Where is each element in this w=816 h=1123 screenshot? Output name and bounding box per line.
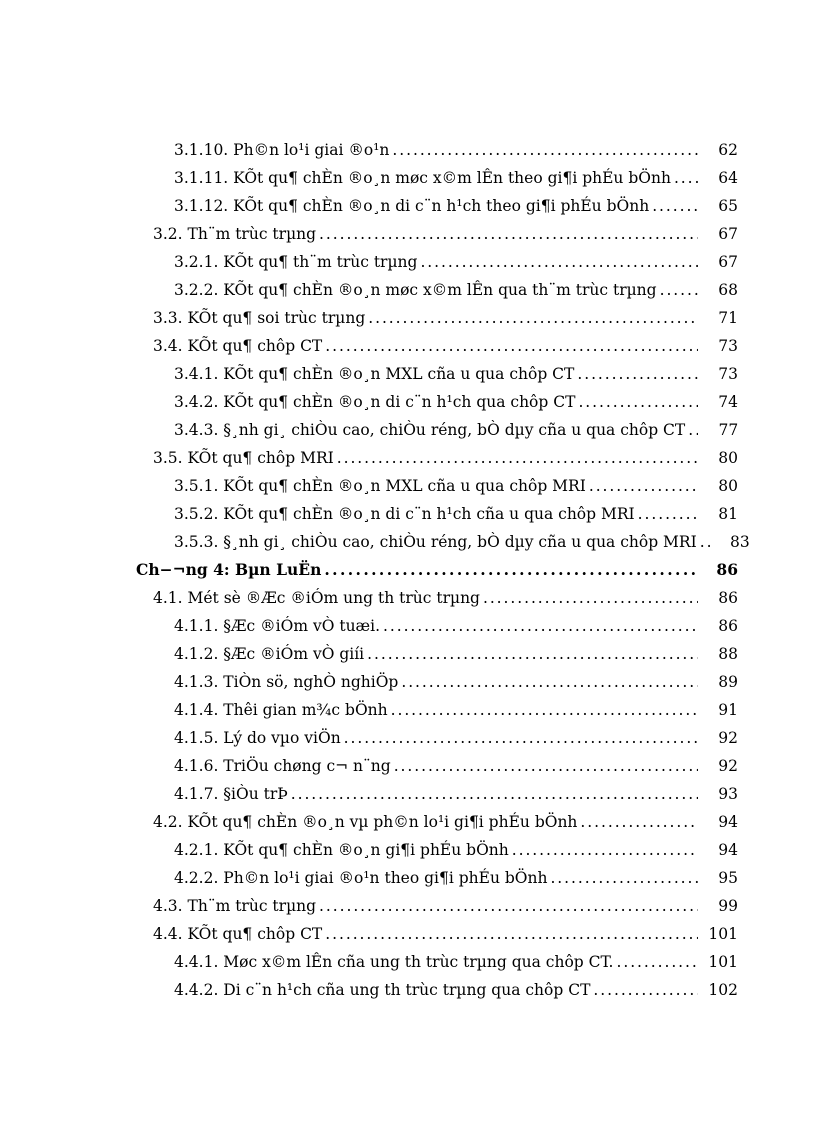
toc-dot-leader [578,393,698,411]
toc-entry-label: 4.1.7. §iÒu trÞ [174,785,288,803]
toc-dot-leader [337,449,698,467]
toc-subsection-entry[interactable] [0,243,816,271]
toc-subsection-entry[interactable] [0,383,816,411]
toc-dot-leader [391,701,698,719]
toc-entry-page-number: 73 [718,337,738,355]
toc-dot-leader [580,813,698,831]
toc-entry-page-number: 74 [718,393,738,411]
toc-entry-label: 4.4. KÕt qu¶ chôp CT [153,925,323,943]
toc-entry-page-number: 83 [730,533,750,551]
toc-subsection-entry[interactable] [0,971,816,999]
toc-subsection-entry[interactable] [0,831,816,859]
toc-entry-page-number: 94 [718,813,738,831]
toc-entry-label: 4.1. Mét sè ®Æc ®iÓm ung th trùc trµng [153,589,480,607]
toc-entry-label: 3.1.11. KÕt qu¶ chÈn ®o¸n møc x©m lÊn theo gi¶i phÉu bÖnh [174,169,671,187]
toc-entry-page-number: 68 [718,281,738,299]
toc-entry-page-number: 92 [718,729,738,747]
toc-dot-leader [638,505,698,523]
toc-dot-leader [291,785,698,803]
toc-subsection-entry[interactable] [0,663,816,691]
toc-entry-page-number: 93 [718,785,738,803]
toc-section-entry[interactable] [0,915,816,943]
toc-dot-leader [589,477,698,495]
toc-subsection-entry[interactable] [0,859,816,887]
toc-section-entry[interactable] [0,327,816,355]
toc-entry-page-number: 71 [718,309,738,327]
toc-section-entry[interactable] [0,887,816,915]
toc-entry-page-number: 67 [718,225,738,243]
toc-subsection-entry[interactable] [0,775,816,803]
toc-entry-label: 3.5.1. KÕt qu¶ chÈn ®o¸n MXL cña u qua chôp MRI [174,477,586,495]
toc-entry-label: 4.1.5. Lý do vµo viÖn [174,729,341,747]
toc-entry-label: 3.4.3. §¸nh gi¸ chiÒu cao, chiÒu réng, bÒ dµy cña u qua chôp CT [174,421,686,439]
table-of-contents [0,131,816,999]
toc-dot-leader [383,617,698,635]
toc-entry-page-number: 81 [718,505,738,523]
toc-dot-leader [577,365,698,383]
toc-entry-page-number: 65 [718,197,738,215]
toc-entry-label: 3.1.10. Ph©n lo¹i giai ®o¹n [174,141,390,159]
toc-entry-page-number: 102 [708,981,738,999]
toc-subsection-entry[interactable] [0,495,816,523]
toc-section-entry[interactable] [0,299,816,327]
toc-subsection-entry[interactable] [0,271,816,299]
toc-dot-leader [660,281,698,299]
toc-dot-leader [325,337,698,355]
toc-section-entry[interactable] [0,579,816,607]
toc-entry-page-number: 80 [718,477,738,495]
toc-entry-label: 4.4.2. Di c¨n h¹ch cña ung th trùc trµng qua chôp CT [174,981,591,999]
toc-subsection-entry[interactable] [0,523,816,551]
toc-subsection-entry[interactable] [0,691,816,719]
toc-dot-leader [483,589,698,607]
toc-entry-label: 3.3. KÕt qu¶ soi trùc trµng [153,309,366,327]
toc-entry-page-number: 92 [718,757,738,775]
toc-entry-page-number: 89 [718,673,738,691]
toc-entry-label: 4.2.1. KÕt qu¶ chÈn ®o¸n gi¶i phÉu bÖnh [174,841,509,859]
toc-dot-leader [325,925,698,943]
toc-entry-page-number: 62 [718,141,738,159]
toc-subsection-entry[interactable] [0,635,816,663]
toc-dot-leader [688,421,698,439]
toc-entry-page-number: 86 [718,589,738,607]
toc-dot-leader [420,253,698,271]
toc-entry-label: 3.5.3. §¸nh gi¸ chiÒu cao, chiÒu réng, bÒ dµy cña u qua chôp MRI [174,533,697,551]
toc-chapter-entry[interactable] [0,551,816,579]
toc-entry-page-number: 67 [718,253,738,271]
toc-subsection-entry[interactable] [0,747,816,775]
toc-subsection-entry[interactable] [0,131,816,159]
toc-dot-leader [392,141,698,159]
toc-section-entry[interactable] [0,803,816,831]
toc-dot-leader [401,673,698,691]
toc-entry-label: 4.3. Th¨m trùc trµng [153,897,317,915]
toc-dot-leader [512,841,698,859]
toc-dot-leader [652,197,698,215]
toc-entry-label: 4.1.4. Thêi gian m¾c bÖnh [174,701,388,719]
toc-entry-label: 4.2. KÕt qu¶ chÈn ®o¸n vµ ph©n lo¹i gi¶i phÉu bÖnh [153,813,578,831]
toc-entry-page-number: 86 [718,617,738,635]
toc-entry-label: 3.2.2. KÕt qu¶ chÈn ®o¸n møc x©m lÊn qua th¨m trùc trµng [174,281,657,299]
toc-entry-label: 3.4.2. KÕt qu¶ chÈn ®o¸n di c¨n h¹ch qua chôp CT [174,393,576,411]
toc-entry-page-number: 77 [718,421,739,439]
toc-dot-leader [367,645,698,663]
toc-entry-page-number: 73 [718,365,738,383]
toc-entry-page-number: 95 [718,869,738,887]
toc-subsection-entry[interactable] [0,943,816,971]
toc-subsection-entry[interactable] [0,719,816,747]
toc-subsection-entry[interactable] [0,411,816,439]
toc-entry-page-number: 86 [716,560,738,579]
toc-dot-leader [319,897,698,915]
toc-dot-leader [700,533,710,551]
toc-entry-label: 4.1.2. §Æc ®iÓm vÒ giíi [174,645,365,663]
toc-subsection-entry[interactable] [0,355,816,383]
toc-dot-leader [550,869,698,887]
toc-section-entry[interactable] [0,439,816,467]
toc-entry-page-number: 101 [708,953,738,971]
toc-entry-label: 4.1.1. §Æc ®iÓm vÒ tuæi. [174,617,381,635]
toc-entry-page-number: 88 [718,645,738,663]
toc-dot-leader [674,169,698,187]
toc-entry-label: Ch−¬ng 4: Bµn LuËn [136,560,322,579]
toc-subsection-entry[interactable] [0,467,816,495]
toc-section-entry[interactable] [0,215,816,243]
toc-entry-label: 3.2. Th¨m trùc trµng [153,225,317,243]
toc-dot-leader [368,309,698,327]
toc-entry-label: 3.2.1. KÕt qu¶ th¨m trùc trµng [174,253,418,271]
toc-entry-page-number: 91 [718,701,738,719]
toc-entry-page-number: 64 [718,169,738,187]
toc-dot-leader [344,729,698,747]
toc-entry-label: 3.5.2. KÕt qu¶ chÈn ®o¸n di c¨n h¹ch cña u qua chôp MRI [174,505,635,523]
toc-entry-label: 4.1.3. TiÒn sö, nghÒ nghiÖp [174,673,399,691]
toc-entry-label: 4.2.2. Ph©n lo¹i giai ®o¹n theo gi¶i phÉu bÖnh [174,869,548,887]
toc-entry-page-number: 94 [718,841,738,859]
toc-entry-label: 3.4.1. KÕt qu¶ chÈn ®o¸n MXL cña u qua chôp CT [174,365,575,383]
toc-subsection-entry[interactable] [0,159,816,187]
toc-dot-leader [319,225,698,243]
toc-dot-leader [324,561,698,579]
toc-subsection-entry[interactable] [0,187,816,215]
toc-entry-label: 3.4. KÕt qu¶ chôp CT [153,337,323,355]
toc-entry-page-number: 80 [718,449,738,467]
toc-dot-leader [616,953,698,971]
toc-entry-page-number: 101 [708,925,738,943]
toc-entry-label: 3.5. KÕt qu¶ chôp MRI [153,449,334,467]
toc-entry-label: 4.1.6. TriÖu chøng c¬ n¨ng [174,757,391,775]
toc-entry-label: 4.4.1. Møc x©m lÊn cña ung th trùc trµng qua chôp CT. [174,953,614,971]
toc-subsection-entry[interactable] [0,607,816,635]
toc-dot-leader [593,981,698,999]
toc-dot-leader [394,757,698,775]
toc-entry-label: 3.1.12. KÕt qu¶ chÈn ®o¸n di c¨n h¹ch theo gi¶i phÉu bÖnh [174,197,650,215]
toc-entry-page-number: 99 [718,897,738,915]
